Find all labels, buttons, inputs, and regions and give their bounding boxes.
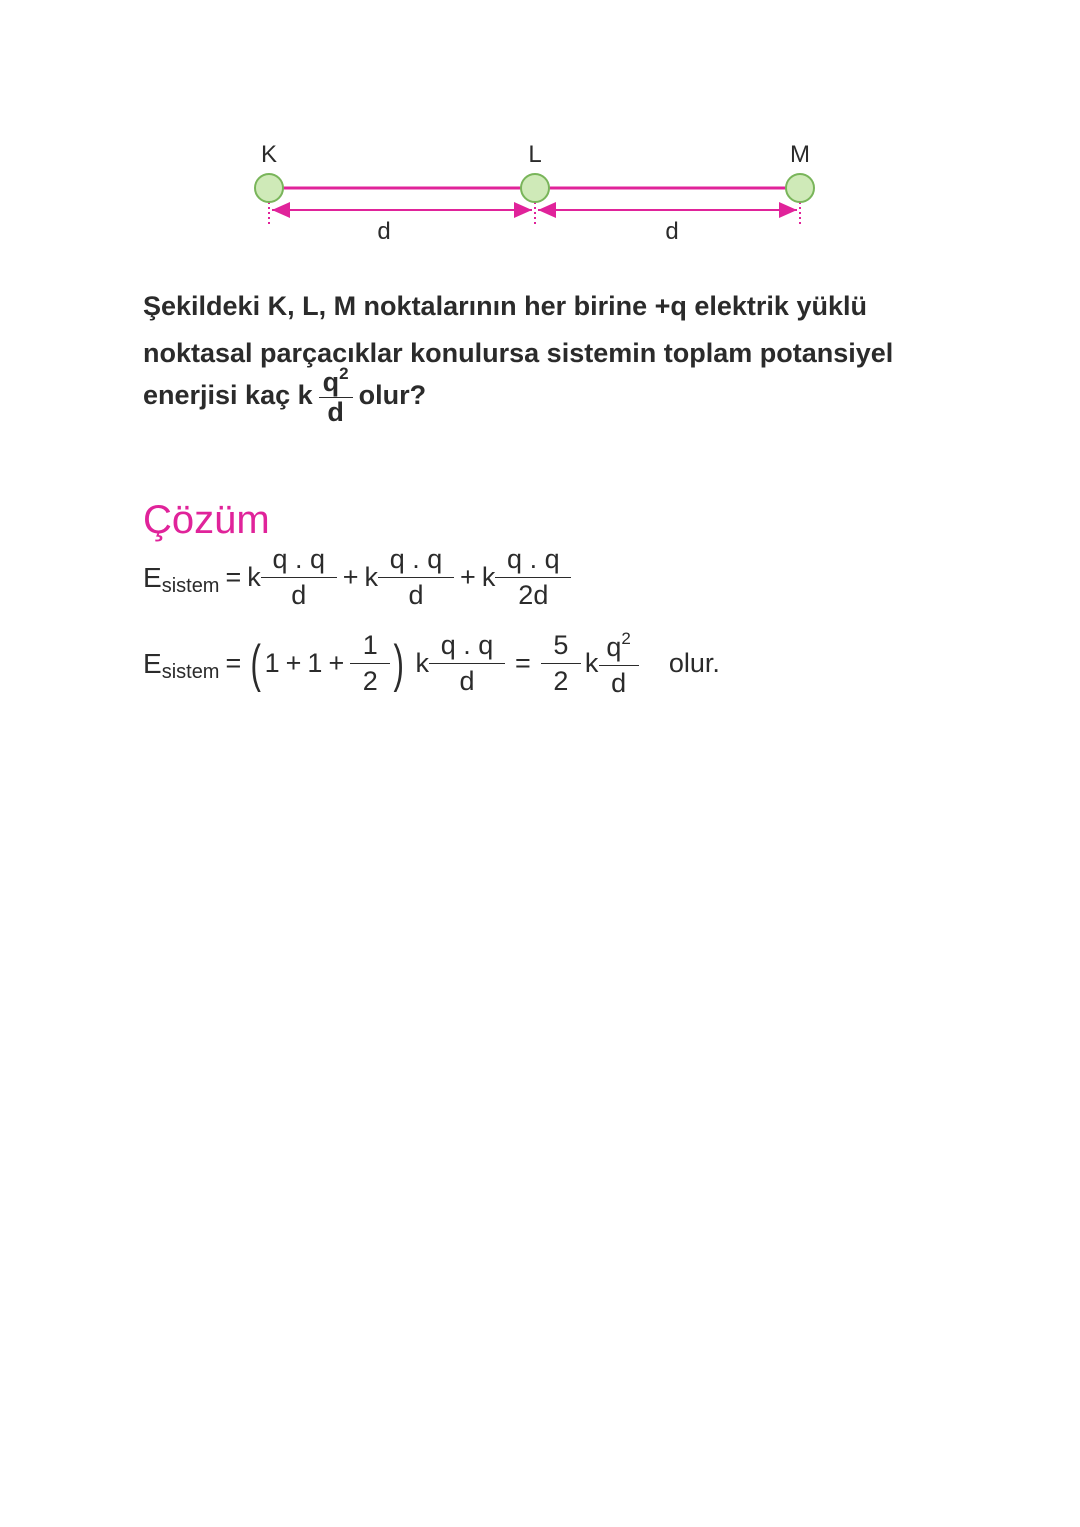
eq2-plus-2: +	[328, 648, 345, 678]
numerator-exponent: 2	[339, 364, 349, 383]
problem-line-3-suffix: olur?	[358, 380, 427, 410]
q2-over-d-fraction	[319, 365, 353, 426]
eq2-paren-open: (	[250, 634, 262, 693]
eq2-equals-2: =	[515, 648, 531, 678]
eq1-term-2-bar	[378, 577, 454, 578]
eq2-lhs: E	[143, 647, 162, 679]
eq2-half	[350, 632, 390, 695]
eq2-result-den: 2	[553, 666, 569, 696]
eq1-k-1: k	[247, 562, 261, 592]
eq1-term-3	[495, 546, 571, 609]
point-label-k: K	[260, 141, 278, 168]
eq2-qq-bar	[429, 663, 505, 664]
eq1-plus-2: +	[460, 562, 476, 592]
eq2-one-a: 1	[264, 648, 280, 678]
eq2-qq-num: q . q	[440, 630, 494, 660]
charge-diagram	[0, 0, 1080, 260]
distance-label-kl: d	[377, 218, 391, 245]
fraction-numerator	[319, 365, 353, 396]
eq2-lhs-sub: sistem	[161, 661, 220, 683]
charge-k	[255, 174, 283, 202]
charge-m	[786, 174, 814, 202]
point-label-m: M	[790, 141, 810, 168]
eq2-result-num: 5	[553, 630, 569, 660]
eq1-k-3: k	[481, 562, 496, 592]
eq2-qq-fraction	[429, 632, 505, 695]
eq2-q2-bar	[599, 665, 639, 666]
charge-l	[521, 174, 549, 202]
problem-line-1: Şekildeki K, L, M noktalarının her birine +q elektrik yüklü	[143, 291, 867, 321]
fraction-denominator: d	[327, 397, 344, 427]
eq1-lhs-sub: sistem	[161, 575, 220, 597]
eq2-q2-fraction	[598, 630, 639, 697]
eq2-plus-1: +	[285, 648, 302, 678]
solution-heading: Çözüm	[143, 498, 270, 542]
eq2-paren-close: )	[393, 634, 405, 693]
eq1-term-1-bar	[261, 577, 337, 578]
eq2-q2-base: q	[606, 632, 622, 662]
eq2-equals: =	[225, 648, 242, 678]
problem-line-3	[143, 365, 426, 426]
point-label-l: L	[528, 141, 542, 168]
problem-line-2: noktasal parçacıklar konulursa sistemin toplam potansiyel	[143, 338, 894, 368]
problem-line-3-prefix: enerjisi kaç k	[143, 380, 313, 410]
eq2-suffix: olur.	[668, 648, 720, 678]
eq2-half-bar	[350, 663, 390, 664]
eq2-half-den: 2	[362, 666, 378, 696]
eq1-equals: =	[225, 562, 242, 592]
eq1-term-2-den: d	[408, 580, 424, 610]
eq2-half-num: 1	[362, 630, 378, 660]
eq1-term-1	[261, 546, 337, 609]
eq2-one-b: 1	[307, 648, 323, 678]
eq2-q2-exponent: 2	[621, 629, 631, 648]
eq2-result-fraction	[541, 632, 581, 695]
distance-label-lm: d	[665, 218, 679, 245]
eq1-term-1-den: d	[291, 580, 307, 610]
numerator-base: q	[322, 367, 340, 397]
eq2-q2-den: d	[611, 668, 627, 698]
eq1-lhs: E	[143, 561, 162, 593]
equation-1	[143, 546, 571, 609]
eq1-term-3-num: q . q	[507, 544, 560, 574]
eq1-k-2: k	[364, 562, 379, 592]
eq2-result-bar	[541, 663, 581, 664]
eq1-term-3-bar	[495, 577, 571, 578]
eq2-k-1: k	[415, 648, 430, 678]
eq1-term-2-num: q . q	[389, 544, 443, 574]
eq2-qq-den: d	[459, 666, 475, 696]
eq1-term-2	[378, 546, 454, 609]
eq1-term-3-den: 2d	[518, 580, 549, 610]
equation-2	[143, 630, 720, 697]
eq1-term-1-num: q . q	[272, 544, 326, 574]
eq1-plus-1: +	[342, 562, 359, 592]
eq2-k-2: k	[584, 648, 599, 678]
eq2-q2-num	[598, 630, 639, 661]
